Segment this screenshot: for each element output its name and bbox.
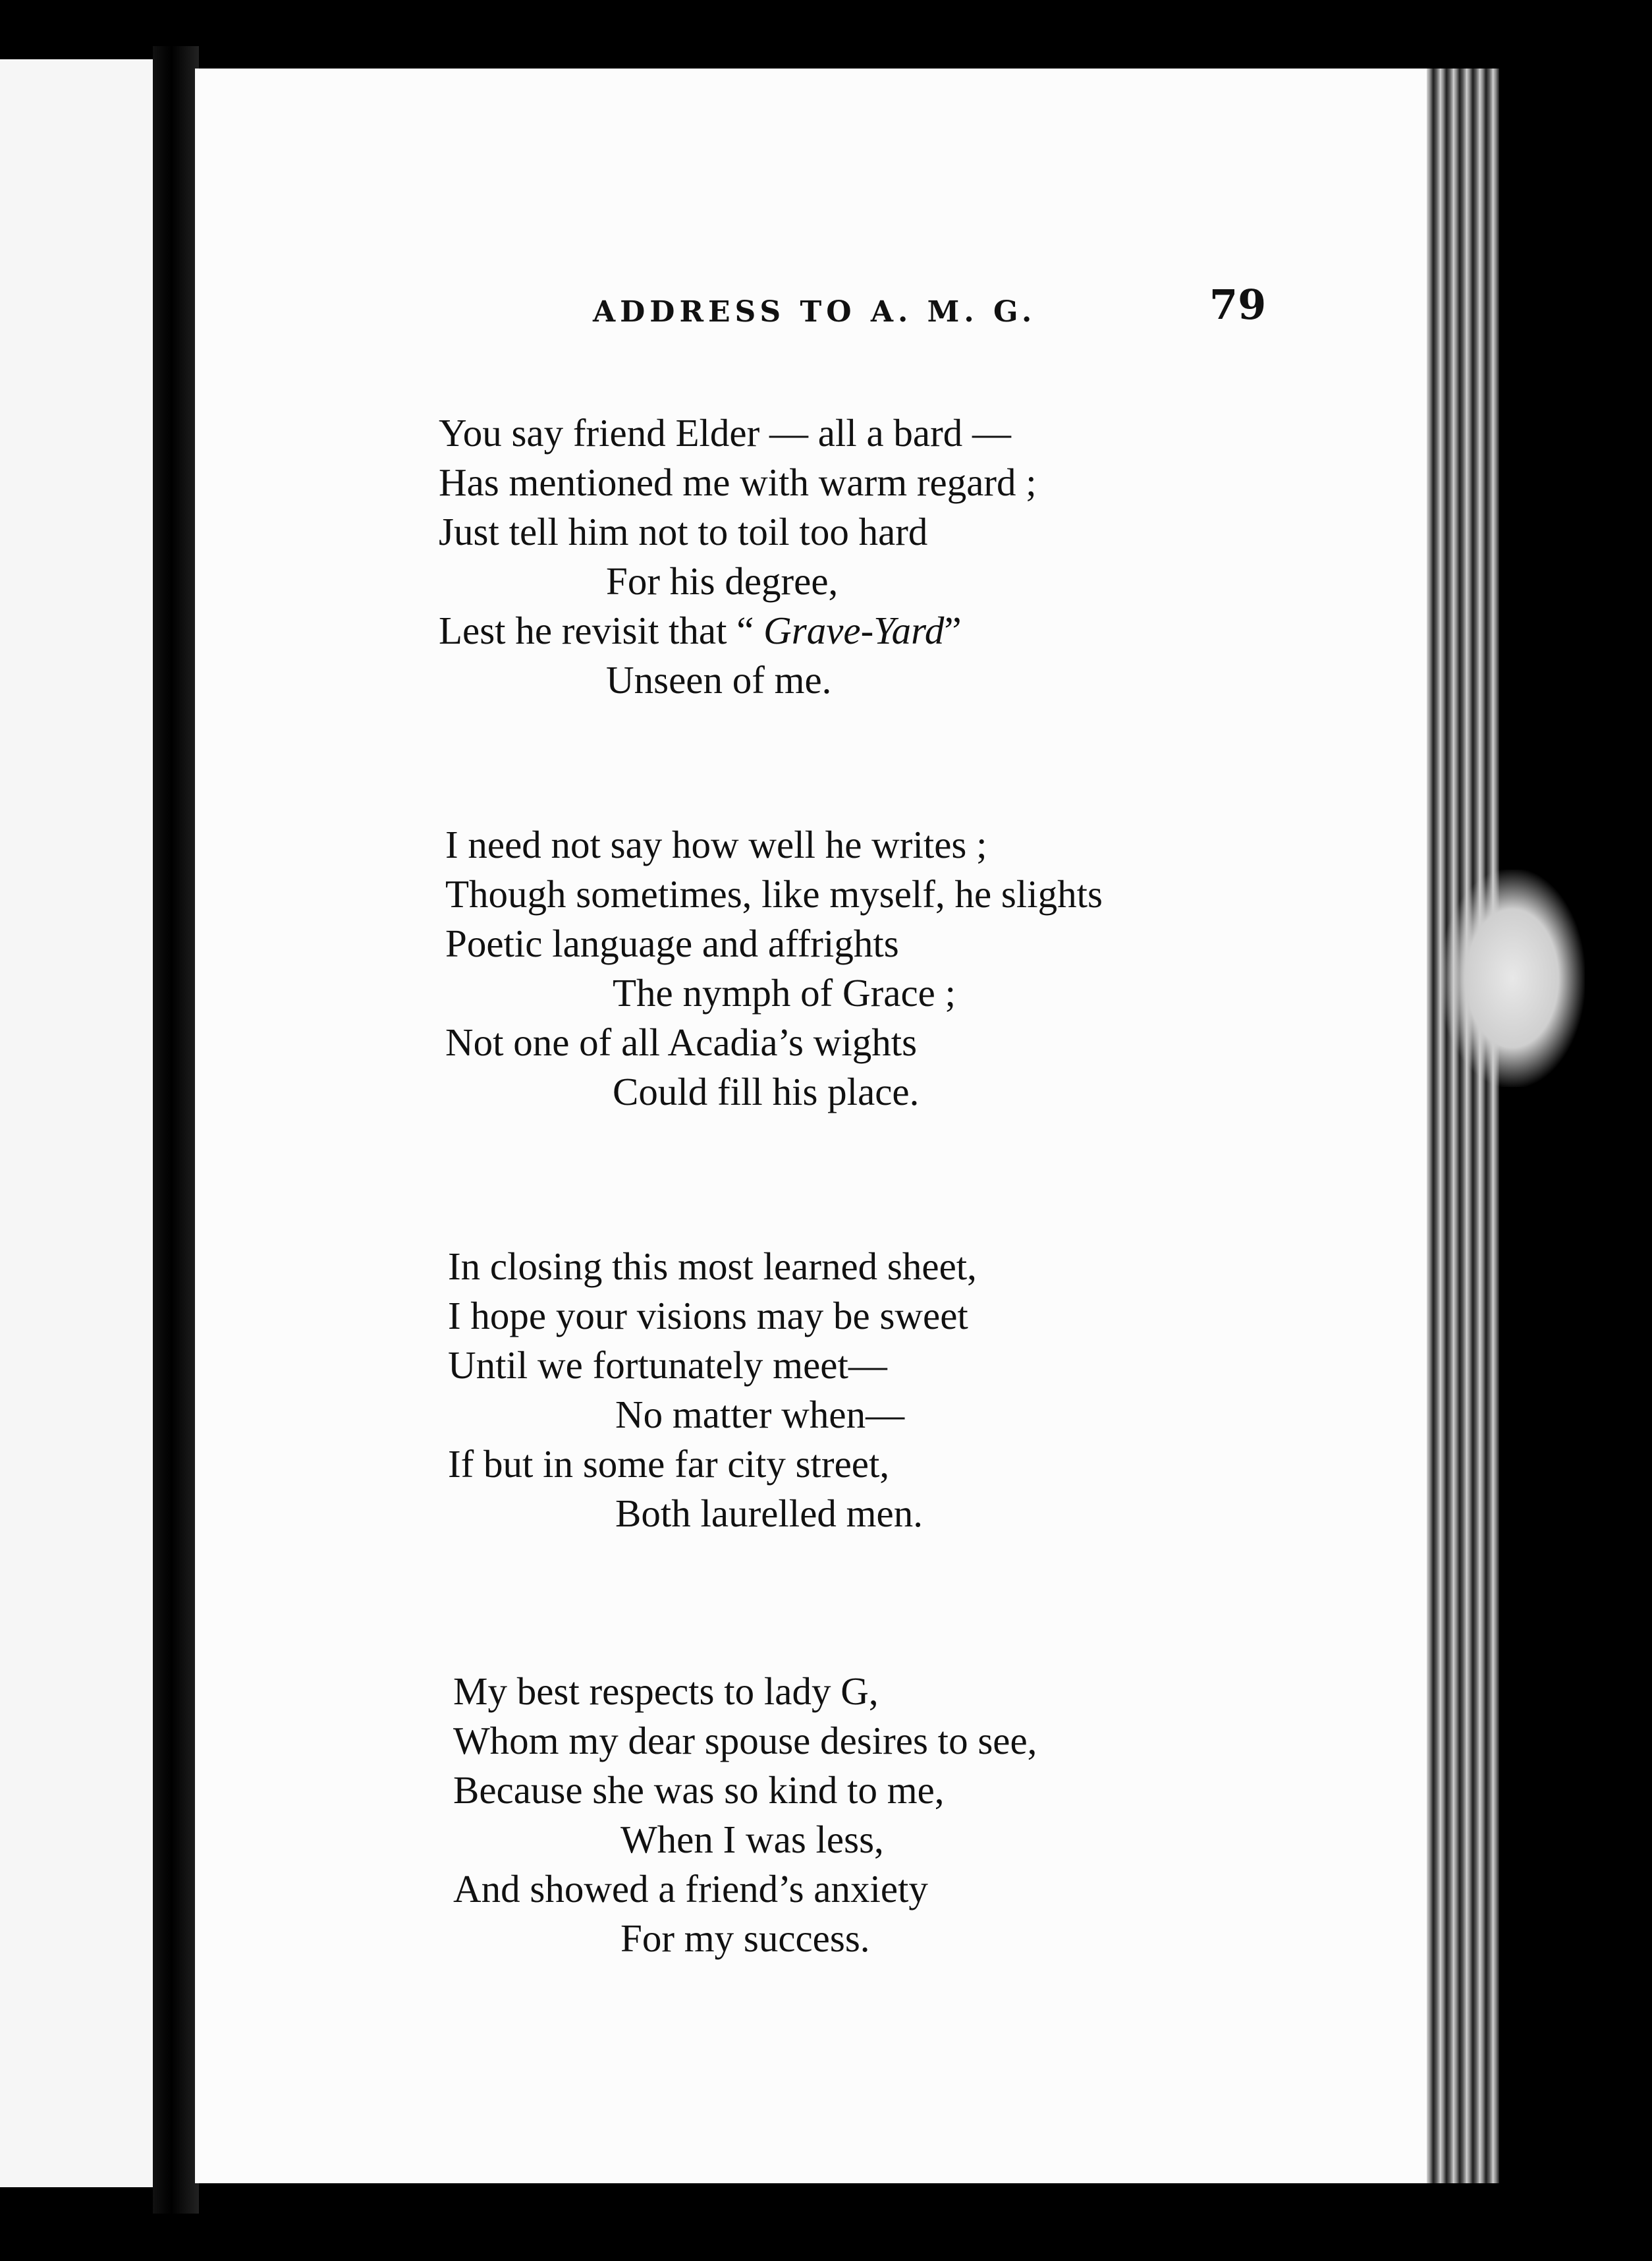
poem-line: For his degree, xyxy=(606,559,839,603)
poem-line: For my success. xyxy=(620,1916,870,1960)
poem-line: Whom my dear spouse desires to see, xyxy=(453,1719,1037,1762)
poem-line: And showed a friend’s anxiety xyxy=(453,1867,928,1911)
poem-line: Unseen of me. xyxy=(606,658,832,702)
poem-line: If but in some far city street, xyxy=(448,1442,890,1486)
poem-line: Because she was so kind to me, xyxy=(453,1768,945,1812)
poem-line: My best respects to lady G, xyxy=(453,1669,879,1713)
italic-title: Grave-Yard xyxy=(763,609,945,652)
poem-line: In closing this most learned sheet, xyxy=(448,1244,977,1288)
stanza xyxy=(439,408,1037,705)
poem-line: I need not say how well he writes ; xyxy=(445,823,987,866)
poem-line: I hope your visions may be sweet xyxy=(448,1294,968,1337)
stanza xyxy=(448,1242,977,1538)
page-number: 79 xyxy=(1209,281,1267,329)
poem-line: Until we fortunately meet— xyxy=(448,1343,887,1387)
line-text: ” xyxy=(944,609,962,652)
poem-line: When I was less, xyxy=(620,1818,884,1861)
poem-line: Both laurelled men. xyxy=(615,1492,923,1535)
poem-line: Could fill his place. xyxy=(613,1070,920,1113)
poem-line: Though sometimes, like myself, he slights xyxy=(445,872,1103,916)
poem-line: Just tell him not to toil too hard xyxy=(439,510,928,553)
scan-smudge xyxy=(1440,870,1585,1087)
poem-line: The nymph of Grace ; xyxy=(613,971,956,1015)
running-head: ADDRESS TO A. M. G. xyxy=(593,295,1037,329)
facing-page-edge xyxy=(0,59,153,2187)
page-block-edge xyxy=(1427,69,1499,2183)
stanza xyxy=(445,820,1103,1117)
poem-line: You say friend Elder — all a bard — xyxy=(439,411,1011,455)
poem-line: Poetic language and affrights xyxy=(445,922,899,965)
poem-line: No matter when— xyxy=(615,1393,905,1436)
book-gutter xyxy=(153,46,199,2214)
line-text: Lest he revisit that “ xyxy=(439,609,764,652)
stanza xyxy=(453,1667,1037,1963)
poem-line: Has mentioned me with warm regard ; xyxy=(439,461,1037,504)
poem-line xyxy=(439,606,1037,656)
poem-line: Not one of all Acadia’s wights xyxy=(445,1020,918,1064)
